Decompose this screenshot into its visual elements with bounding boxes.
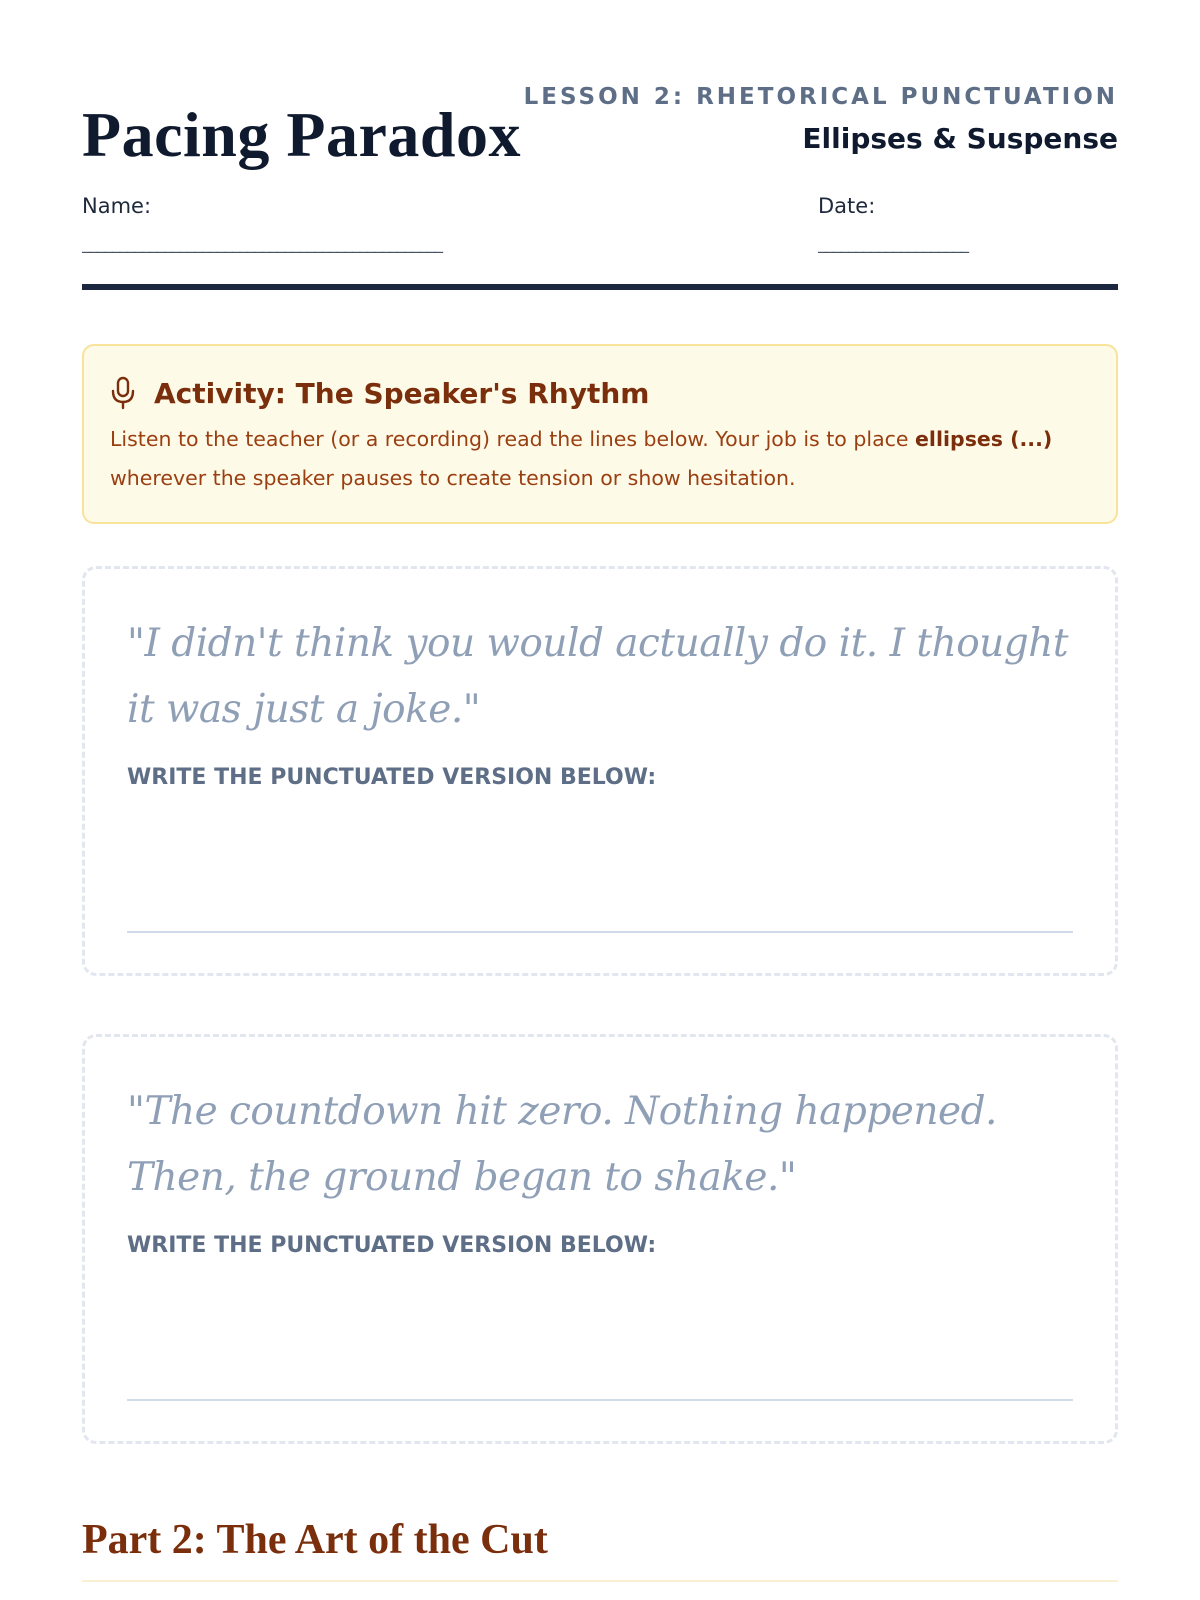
- date-label: Date:: [818, 194, 876, 218]
- exercise-quote: "The countdown hit zero. Nothing happened. Then, the ground began to shake.": [127, 1089, 997, 1200]
- exercise-prompt: WRITE THE PUNCTUATED VERSION BELOW:: [127, 765, 657, 790]
- instructions-text-end: wherever the speaker pauses to create tension or show hesitation.: [110, 466, 796, 490]
- activity-instructions: [110, 420, 1090, 498]
- exercise-card: [82, 1034, 1118, 1444]
- lesson-block: [524, 84, 1118, 155]
- name-field[interactable]: [82, 194, 712, 254]
- worksheet-header: [82, 80, 1118, 290]
- header-divider: [82, 284, 1118, 290]
- page-title: Pacing Paradox: [82, 99, 521, 170]
- lesson-subtitle: Ellipses & Suspense: [802, 122, 1118, 155]
- activity-callout: [82, 344, 1118, 524]
- exercise-prompt: WRITE THE PUNCTUATED VERSION BELOW:: [127, 1233, 657, 1258]
- name-line: ________________________________________________: [82, 234, 442, 254]
- section-divider: [82, 1580, 1118, 1582]
- date-field[interactable]: [818, 194, 1080, 254]
- instructions-text-start: Listen to the teacher (or a recording) read the lines below. Your job is to place: [110, 427, 916, 451]
- lesson-label: LESSON 2: RHETORICAL PUNCTUATION: [523, 84, 1118, 110]
- name-label: Name:: [82, 194, 152, 218]
- activity-title: Activity: The Speaker's Rhythm: [154, 376, 650, 410]
- answer-line[interactable]: [127, 1399, 1073, 1401]
- answer-line[interactable]: [127, 931, 1073, 933]
- date-line: ____________________: [818, 234, 968, 254]
- activity-header: [110, 376, 1090, 410]
- exercise-card: [82, 566, 1118, 976]
- section-title: Part 2: The Art of the Cut: [82, 1517, 548, 1563]
- instructions-bold-term: ellipses (...): [915, 427, 1053, 451]
- exercise-quote: "I didn't think you would actually do it. I thought it was just a joke.": [127, 621, 1069, 732]
- microphone-icon: [110, 376, 136, 410]
